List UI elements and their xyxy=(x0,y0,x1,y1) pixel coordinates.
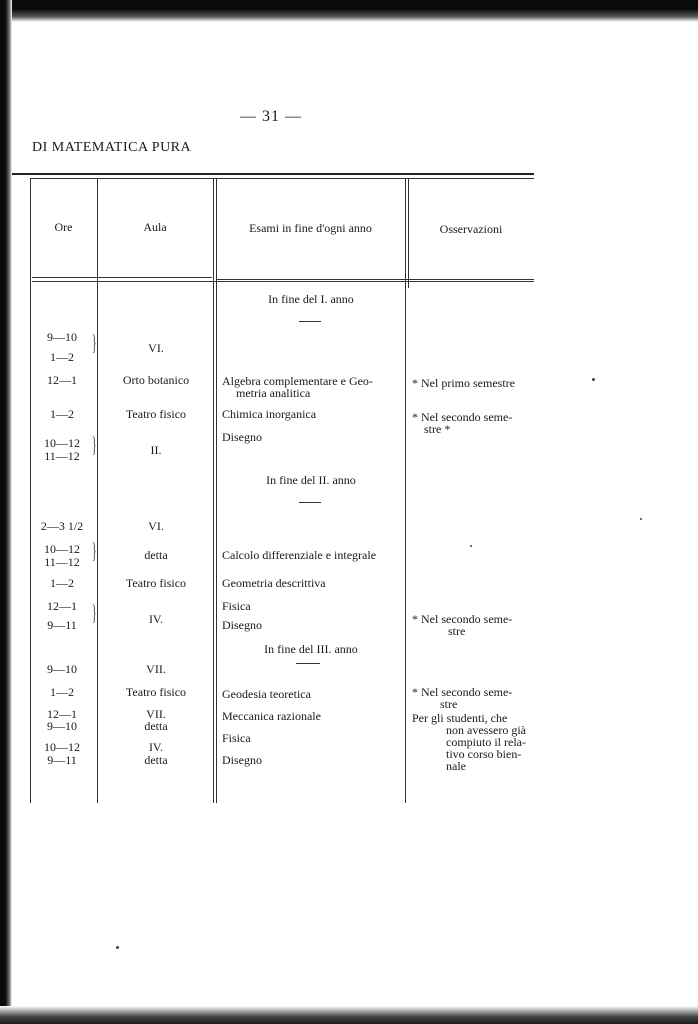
cell-osservazioni: * Nel primo semestre xyxy=(412,376,515,390)
cell-aula: Orto botanico xyxy=(122,373,190,387)
cell-esami: Fisica xyxy=(222,731,251,745)
cell-ore: 1—2 xyxy=(50,407,74,421)
table-top-rule-thin xyxy=(30,178,534,179)
scan-edge-top xyxy=(0,0,698,22)
cell-aula: detta xyxy=(144,753,168,767)
cell-ore: 10—12 xyxy=(44,436,80,450)
scan-speck xyxy=(470,545,472,547)
cell-esami: metria analitica xyxy=(236,386,311,400)
cell-osservazioni: stre * xyxy=(424,422,451,436)
cell-ore: 2—3 1/2 xyxy=(40,519,84,533)
cell-aula: Teatro fisico xyxy=(125,576,187,590)
scan-speck xyxy=(116,946,119,949)
table-top-rule xyxy=(12,173,534,175)
header-osservazioni: Osservazioni xyxy=(439,222,503,236)
cell-aula: VII. xyxy=(146,662,166,676)
cell-ore: 10—12 xyxy=(44,740,80,754)
cell-aula: VII. xyxy=(146,707,166,721)
cell-aula: VI. xyxy=(148,519,164,533)
header-rule xyxy=(216,279,534,280)
cell-ore: 10—12 xyxy=(44,542,80,556)
cell-ore: 9—10 xyxy=(47,662,77,676)
cell-aula: VI. xyxy=(148,341,164,355)
cell-osservazioni: * Nel secondo seme- xyxy=(412,410,513,424)
cell-esami: Algebra complementare e Geo- xyxy=(222,374,373,388)
cell-aula: Teatro fisico xyxy=(125,685,187,699)
scan-edge-bottom xyxy=(0,1006,698,1024)
cell-ore: 1—2 xyxy=(50,685,74,699)
cell-esami: Fisica xyxy=(222,599,251,613)
cell-aula: Teatro fisico xyxy=(125,407,187,421)
header-esami: Esami in fine d'ogni anno xyxy=(249,221,372,235)
cell-aula: detta xyxy=(144,719,168,733)
cell-esami: Disegno xyxy=(222,618,262,632)
section-dash xyxy=(299,321,321,322)
cell-ore: 9—10 xyxy=(47,330,77,344)
cell-osservazioni: Per gli studenti, che xyxy=(412,711,508,725)
header-rule xyxy=(32,281,534,282)
running-head: DI MATEMATICA PURA xyxy=(32,140,192,155)
cell-ore: 12—1 xyxy=(47,707,77,721)
header-aula: Aula xyxy=(143,220,167,234)
cell-ore: 9—11 xyxy=(47,753,77,767)
section-dash xyxy=(296,663,320,664)
cell-aula: IV. xyxy=(148,612,164,626)
cell-esami: Disegno xyxy=(222,430,262,444)
cell-ore: 9—11 xyxy=(47,618,77,632)
cell-osservazioni: * Nel secondo seme- xyxy=(412,612,513,626)
brace-glyph: } xyxy=(91,432,97,457)
cell-ore: 1—2 xyxy=(50,576,74,590)
cell-aula: IV. xyxy=(148,740,164,754)
section-dash xyxy=(299,502,321,503)
cell-ore: 12—1 xyxy=(47,373,77,387)
cell-osservazioni: * Nel secondo seme- xyxy=(412,685,513,699)
cell-aula: II. xyxy=(150,443,162,457)
cell-esami: Disegno xyxy=(222,753,262,767)
cell-osservazioni: compiuto il rela- xyxy=(446,735,526,749)
cell-osservazioni: stre xyxy=(440,697,458,711)
section-heading: In fine del III. anno xyxy=(264,642,358,656)
brace-glyph: } xyxy=(91,330,97,355)
section-heading: In fine del I. anno xyxy=(268,292,354,306)
cell-esami: Geodesia teoretica xyxy=(222,687,311,701)
cell-osservazioni: tivo corso bien- xyxy=(446,747,522,761)
cell-ore: 12—1 xyxy=(47,599,77,613)
brace-glyph: } xyxy=(91,538,97,563)
cell-osservazioni: stre xyxy=(448,624,466,638)
cell-osservazioni: nale xyxy=(446,759,466,773)
column-divider xyxy=(216,178,217,803)
cell-esami: Calcolo differenziale e integrale xyxy=(222,548,377,562)
scan-edge-left xyxy=(0,0,12,1024)
page-number: — 31 — xyxy=(240,108,302,125)
cell-ore: 9—10 xyxy=(47,719,77,733)
cell-ore: 1—2 xyxy=(50,350,74,364)
header-rule xyxy=(32,277,212,278)
scan-speck xyxy=(592,378,595,381)
cell-ore: 11—12 xyxy=(44,449,80,463)
cell-aula: detta xyxy=(144,548,168,562)
cell-osservazioni: non avessero già xyxy=(446,723,526,737)
cell-esami: Meccanica razionale xyxy=(222,709,321,723)
section-heading: In fine del II. anno xyxy=(266,473,356,487)
column-divider xyxy=(405,178,406,803)
scan-speck xyxy=(640,518,642,520)
brace-glyph: } xyxy=(91,600,97,625)
header-ore: Ore xyxy=(54,220,73,234)
cell-esami: Geometria descrittiva xyxy=(222,576,326,590)
cell-esami: Chimica inorganica xyxy=(222,407,317,421)
cell-ore: 11—12 xyxy=(44,555,80,569)
